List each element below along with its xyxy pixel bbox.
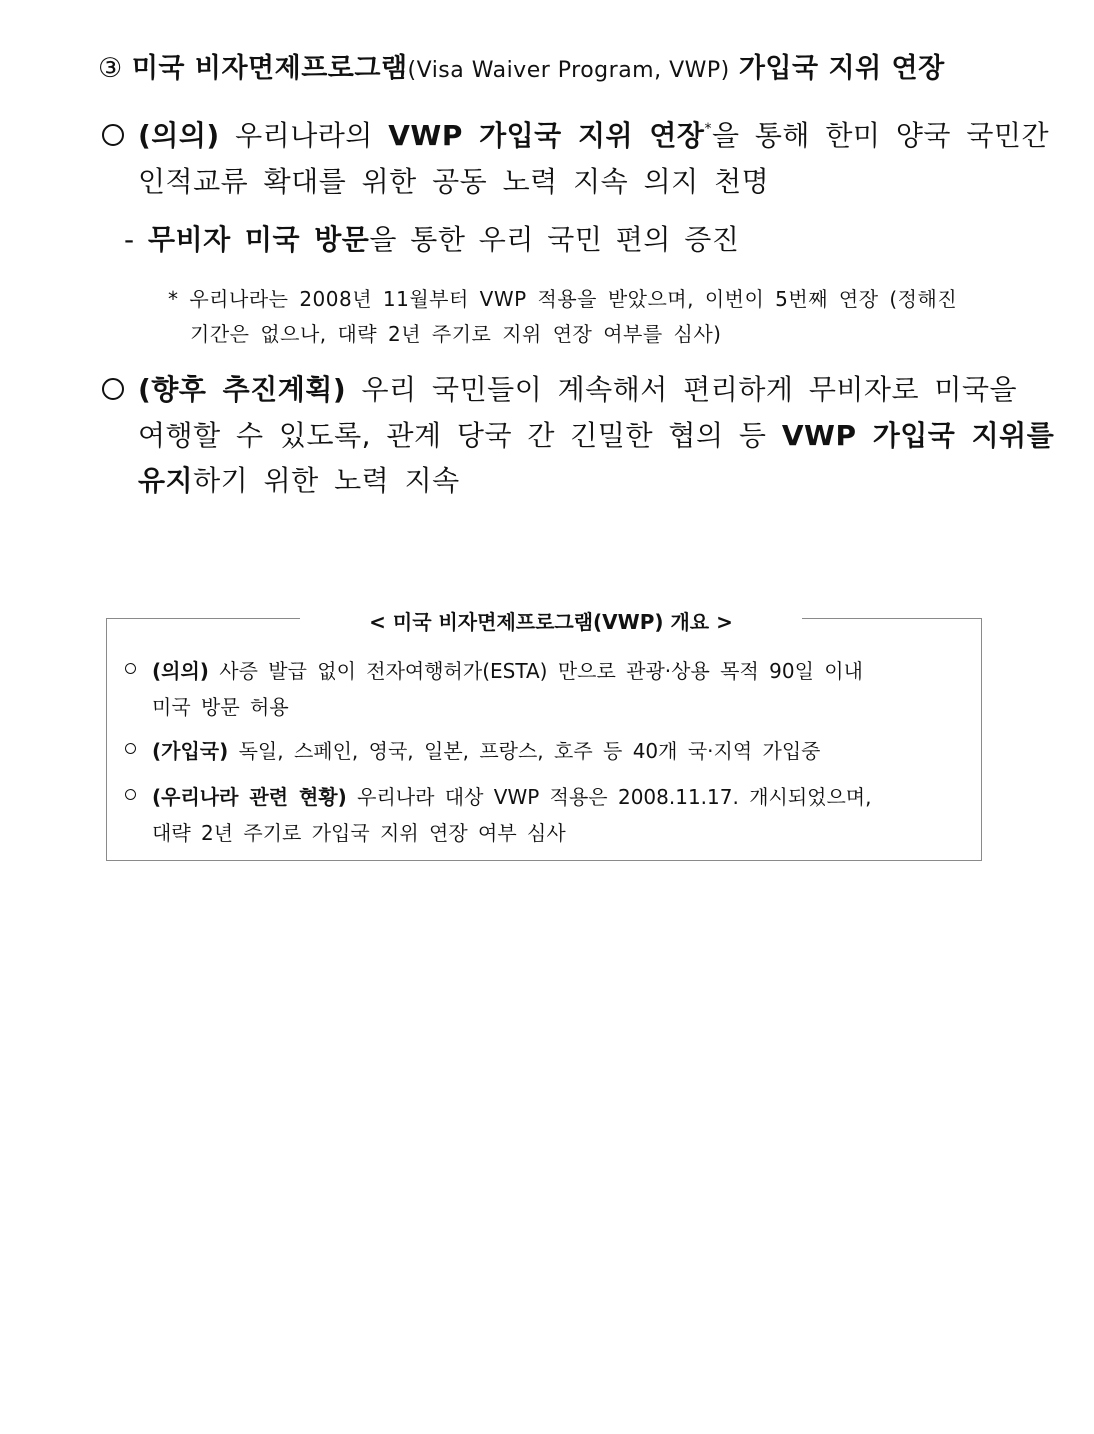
box-item1-line2: 미국 방문 허용 xyxy=(152,695,289,719)
item1-line1 xyxy=(138,114,1049,154)
box-item1-text1: 사증 발급 없이 전자여행허가(ESTA) 만으로 관광·상용 목적 90일 이내 xyxy=(219,659,863,683)
box-item3-label: (우리나라 관련 현황) xyxy=(152,785,347,809)
box-item3-line2: 대략 2년 주기로 가입국 지위 연장 여부 심사 xyxy=(152,821,566,845)
dash-bullet: - xyxy=(124,223,135,256)
small-circle-bullet-icon xyxy=(125,663,136,674)
heading-title-ko: 미국 비자면제프로그램 xyxy=(131,53,408,84)
item2-line3-rest: 하기 위한 노력 지속 xyxy=(193,464,460,497)
item2-line2-bold: VWP 가입국 지위를 xyxy=(781,419,1055,452)
hollow-circle-bullet-icon xyxy=(102,124,124,146)
heading-title-en: (Visa Waiver Program, VWP) xyxy=(407,58,730,83)
footnote-marker: * xyxy=(704,121,712,137)
overview-box-title: < 미국 비자면제프로그램(VWP) 개요 > xyxy=(300,606,802,635)
box-item2-line1 xyxy=(152,735,820,764)
dash-rest: 을 통한 우리 국민 편의 증진 xyxy=(369,223,740,256)
item1-dash-line xyxy=(124,218,739,258)
hollow-circle-bullet-icon xyxy=(102,378,124,400)
note-star: * xyxy=(168,287,179,311)
item1-label: (의의) xyxy=(138,119,220,152)
item2-line2-a: 여행할 수 있도록, 관계 당국 간 긴밀한 협의 등 xyxy=(138,419,767,452)
box-item1-label: (의의) xyxy=(152,659,209,683)
box-item3-line1 xyxy=(152,781,871,810)
item2-label: (향후 추진계획) xyxy=(138,373,347,406)
item2-line2 xyxy=(138,414,1054,454)
item2-line3-bold: 유지 xyxy=(138,464,194,497)
box-item3-text1: 우리나라 대상 VWP 적용은 2008.11.17. 개시되었으며, xyxy=(357,785,872,809)
section-number: ③ xyxy=(98,53,123,84)
box-item2-label: (가입국) xyxy=(152,739,229,763)
note-text1: 우리나라는 2008년 11월부터 VWP 적용을 받았으며, 이번이 5번째 연장 (정해진 xyxy=(189,287,958,311)
small-circle-bullet-icon xyxy=(125,743,136,754)
item1-line2: 인적교류 확대를 위한 공동 노력 지속 의지 천명 xyxy=(138,165,770,198)
section-heading xyxy=(98,46,945,85)
box-item1-line1 xyxy=(152,655,863,684)
item2-line3 xyxy=(138,459,460,499)
heading-title-tail: 가입국 지위 연장 xyxy=(738,53,945,84)
small-circle-bullet-icon xyxy=(125,789,136,800)
item1-line1-a: 우리나라의 xyxy=(235,119,373,152)
dash-bold: 무비자 미국 방문 xyxy=(148,223,370,256)
note-line1 xyxy=(168,283,957,312)
item2-line1 xyxy=(138,368,1017,408)
note-line2: 기간은 없으나, 대략 2년 주기로 지위 연장 여부를 심사) xyxy=(190,322,722,346)
item2-line1-text: 우리 국민들이 계속해서 편리하게 무비자로 미국을 xyxy=(361,373,1018,406)
item1-line1-bold: VWP 가입국 지위 연장 xyxy=(388,119,705,152)
item1-line1-b: 을 통해 한미 양국 국민간 xyxy=(711,119,1050,152)
box-item2-text1: 독일, 스페인, 영국, 일본, 프랑스, 호주 등 40개 국·지역 가입중 xyxy=(238,739,821,763)
